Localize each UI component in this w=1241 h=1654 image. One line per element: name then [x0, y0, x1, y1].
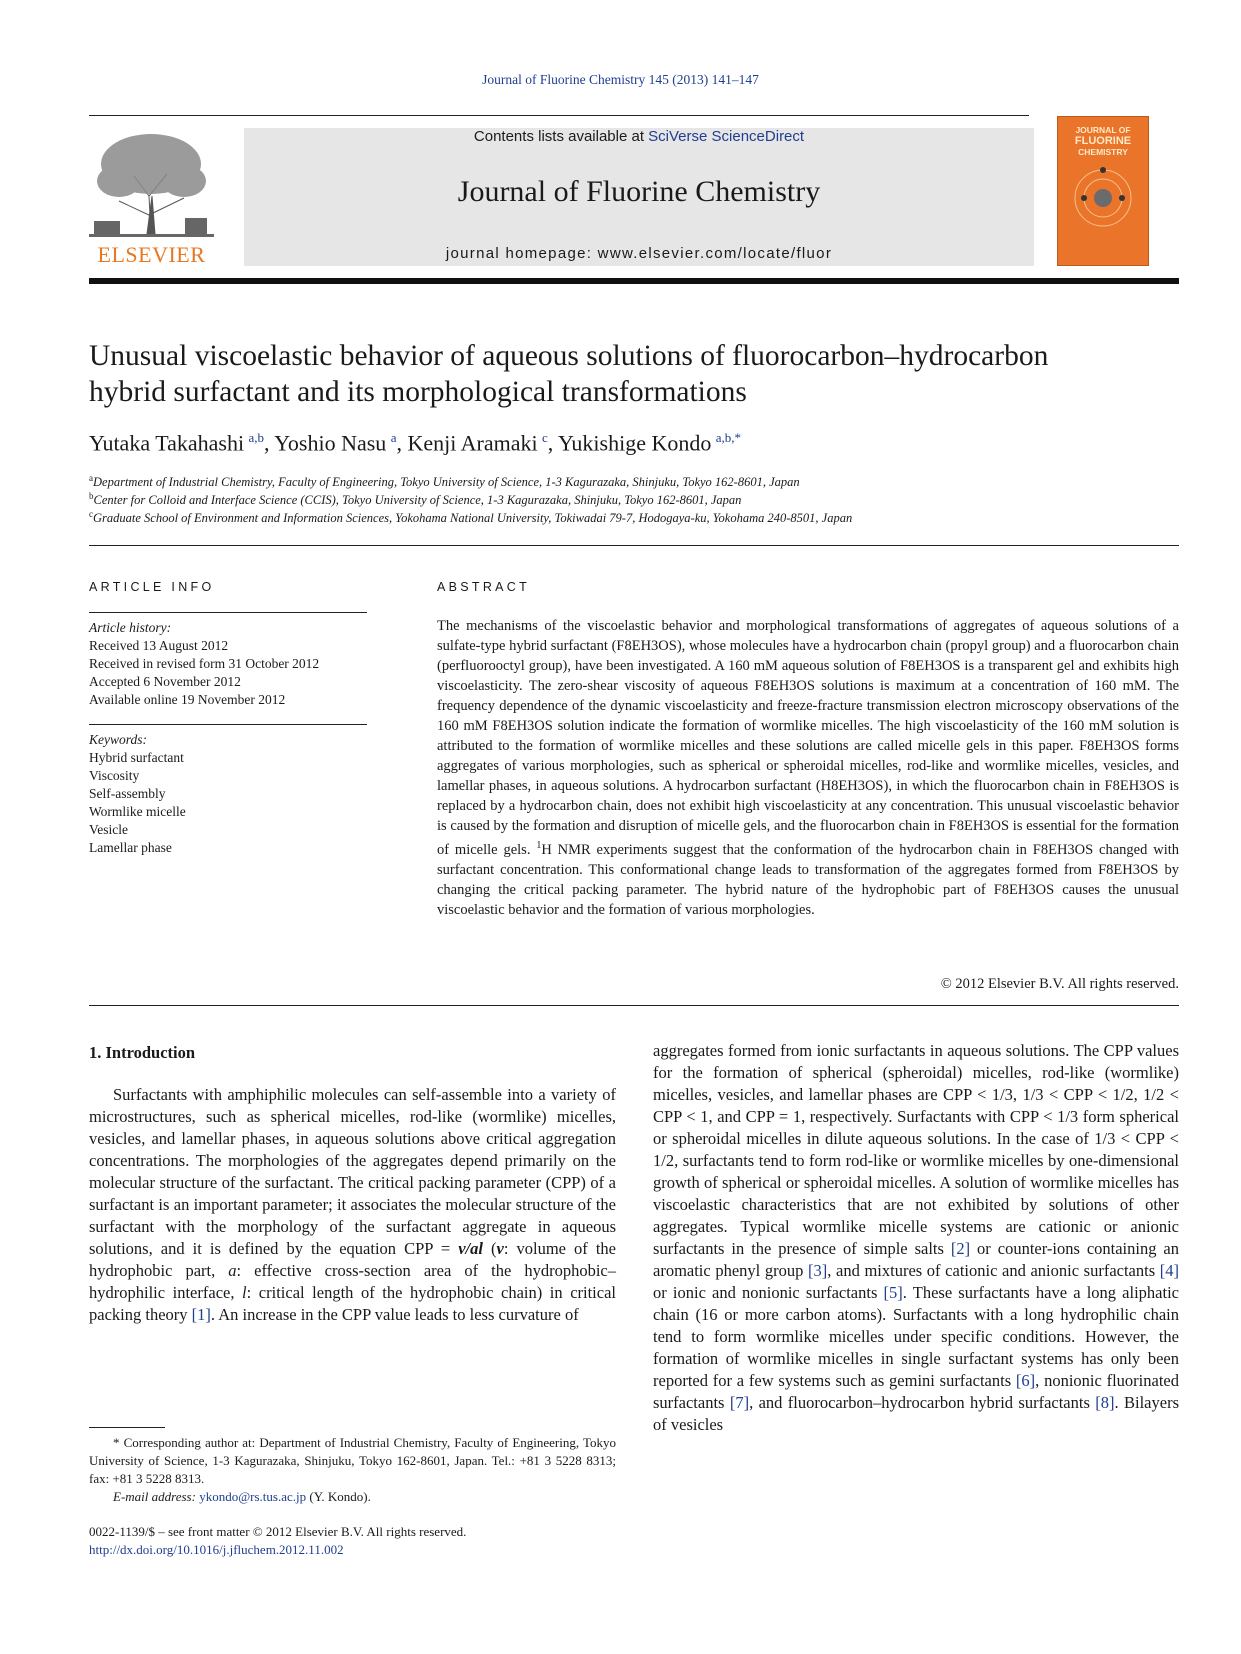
author-affiliation-mark[interactable]: a	[390, 430, 397, 445]
abstract-copyright: © 2012 Elsevier B.V. All rights reserved.	[940, 976, 1179, 992]
body-paragraph	[89, 1084, 616, 1326]
section-divider	[89, 545, 1179, 546]
history-item: Available online 19 November 2012	[89, 692, 286, 707]
affiliation-text: Graduate School of Environment and Information Sciences, Yokohama National University, Tokiwadai 79-7, Hodogaya-ku, Yokohama 240-8501, Japan	[93, 511, 853, 526]
introduction-heading: 1. Introduction	[89, 1043, 196, 1062]
affiliation-mark: b	[89, 491, 94, 501]
journal-reference[interactable]: Journal of Fluorine Chemistry 145 (2013) 141–147	[482, 72, 759, 87]
body-text: or counter-ions containing an aromatic phenyl group	[653, 1239, 1179, 1280]
elsevier-logo	[89, 126, 214, 268]
title-line: hybrid surfactant and its morphological transformations	[89, 376, 747, 408]
citation-link[interactable]: [2]	[950, 1239, 971, 1258]
abstract-body	[437, 616, 1179, 920]
math-symbol: v	[496, 1239, 504, 1258]
keyword: Lamellar phase	[89, 840, 172, 855]
cover-title-line: FLUORINE	[1074, 135, 1132, 147]
keyword: Wormlike micelle	[89, 804, 186, 819]
article-info-divider	[89, 612, 367, 613]
header-thick-divider	[89, 278, 1179, 284]
history-label: Article history:	[89, 620, 172, 635]
author-affiliation-mark[interactable]: a,b,*	[715, 430, 742, 445]
affiliation-text: Department of Industrial Chemistry, Faculty of Engineering, Tokyo University of Science, 1-3 Kagurazaka, Shinjuku, Tokyo 162-8601, Japan	[93, 475, 800, 490]
affiliation	[89, 473, 800, 490]
affiliation	[89, 491, 741, 508]
journal-title: Journal of Fluorine Chemistry	[457, 175, 821, 208]
body-text: : critical length of the hydrophobic chain) in critical packing theory	[89, 1283, 616, 1324]
journal-cover-image	[1057, 116, 1149, 266]
body-text: . Bilayers of vesicles	[653, 1393, 1179, 1434]
body-paragraph	[653, 1040, 1179, 1436]
contents-line	[244, 128, 1034, 145]
citation-link[interactable]: [3]	[808, 1261, 828, 1280]
citation-link[interactable]: [4]	[1159, 1261, 1179, 1280]
author-affiliation-mark[interactable]: c	[542, 430, 548, 445]
body-text: aggregates formed from ionic surfactants in aqueous solutions. The CPP values for the formation of spherical (spheroidal) micelles, rod-like (wormlike) micelles, vesicles, and lamellar phases are CPP < 1/3, 1/3 < CPP < 1/2, 1/2 < CPP < 1, and CPP = 1, respectively. Surfactants with CPP < 1/3 form spherical or spheroidal micelles in dilute aqueous solutions. In the case of 1/3 < CPP < 1/2, surfactants tend to form rod-like or wormlike micelles by one-dimensional growth of spherical or spheroidal micelles. A solution of wormlike micelles has viscoelastic characteristics that are not exhibited by solutions of other aggregates. Typical wormlike micelle systems are cationic or anionic surfactants in the presence of simple salts	[653, 1041, 1179, 1258]
abstract-heading: ABSTRACT	[437, 580, 531, 594]
author-list: Yutaka Takahashi $^{a,b}$, Yoshio Nasu $^a$, Kenji Aramaki $^c$, Yukishige Kondo $^{a,b,*}$	[89, 430, 742, 456]
keyword: Self-assembly	[89, 786, 166, 801]
journal-banner	[244, 128, 1034, 266]
header-divider	[89, 115, 1029, 116]
body-text: , and mixtures of cationic and anionic surfactants	[827, 1261, 1160, 1280]
nmr-superscript: 1	[536, 840, 542, 851]
keywords-label: Keywords:	[89, 732, 147, 747]
abstract-text: H NMR experiments suggest that the conformation of the hydrocarbon chain in F8EH3OS changed with surfactant concentration. This conformational change leads to transformation of the aggregates formed from F8EH3OS by changing the critical packing parameter. The hybrid nature of the hydrophobic part of F8EH3OS causes the unusual viscoelastic behavior and the formation of various morphologies.	[437, 841, 1180, 918]
author-name: Yukishige Kondo	[557, 430, 712, 456]
history-item: Received in revised form 31 October 2012	[89, 656, 320, 671]
keyword: Hybrid surfactant	[89, 750, 184, 765]
email-suffix: (Y. Kondo).	[306, 1489, 371, 1504]
keywords-list	[89, 731, 186, 857]
author-affiliation-mark[interactable]: a,b	[248, 430, 265, 445]
citation-link[interactable]: [5]	[883, 1283, 903, 1302]
email-label: E-mail address:	[113, 1489, 196, 1504]
citation-link[interactable]: [8]	[1095, 1393, 1115, 1412]
body-column-left	[89, 1084, 616, 1326]
math-symbol: a	[228, 1261, 237, 1280]
cover-title-line: CHEMISTRY	[1078, 147, 1128, 157]
citation-link[interactable]: [6]	[1015, 1371, 1036, 1390]
author-name: Yutaka Takahashi	[89, 430, 245, 456]
cpp-formula: v/al	[458, 1239, 483, 1258]
keywords-divider	[89, 724, 367, 725]
article-info-heading: ARTICLE INFO	[89, 580, 215, 594]
doi-link[interactable]: http://dx.doi.org/10.1016/j.jfluchem.2012.11.002	[89, 1542, 344, 1557]
body-text: , and fluorocarbon–hydrocarbon hybrid surfactants	[749, 1393, 1096, 1412]
title-line: Unusual viscoelastic behavior of aqueous solutions of fluorocarbon–hydrocarbon	[89, 340, 1049, 372]
body-text: Surfactants with amphiphilic molecules can self-assemble into a variety of microstructures, such as spherical micelles, rod-like (wormlike) micelles, vesicles, and lamellar phases, in aqueous solutions above critical aggregation concentrations. The morphologies of the aggregates depend primarily on the molecular structure of the surfactant. The critical packing parameter (CPP) of a surfactant is an important parameter; it associates the molecular structure of the surfactant with the morphology of the surfactant aggregate in aqueous solutions, and it is defined by the equation CPP =	[89, 1085, 616, 1258]
footnote-divider	[89, 1427, 165, 1428]
footnote-email-line	[89, 1488, 616, 1506]
footnote-text: * Corresponding author at: Department of Industrial Chemistry, Faculty of Engineering, Tokyo University of Science, 1-3 Kagurazaka, Shinjuku, Tokyo 162-8601, Japan. Tel.: +81 3 5228 8313; fax: +81 3 5228 8313.	[89, 1435, 616, 1486]
abstract-text: The mechanisms of the viscoelastic behavior and morphological transformations of aggregates of aqueous solutions of a sulfate-type hybrid surfactant (F8EH3OS), whose molecules have a hydrocarbon chain (propyl group) and a fluorocarbon chain (perfluorooctyl group), have been investigated. A 160 mM aqueous solution of F8EH3OS is a transparent gel and exhibits high viscoelasticity. The zero-shear viscosity of aqueous F8EH3OS solutions is maximum at a concentration of 160 mM. The frequency dependence of the dynamic viscoelasticity and freeze-fracture transmission electron microscopy observations of the 160 mM F8EH3OS solution indicate the formation of wormlike micelles. The high viscoelasticity of the 160 mM solution is attributed to the formation of wormlike micelles and these solutions are called micelle gels in this paper. F8EH3OS forms aggregates of various morphologies, such as spherical or spheroidal micelles, rod-like and wormlike micelles, vesicles, and lamellar phases, in aqueous solutions. A hydrocarbon surfactant (H8EH3OS), in which the fluorocarbon chain in F8EH3OS is replaced by a hydrocarbon chain, does not exhibit high viscoelasticity at any concentration. This unusual viscoelastic behavior is caused by the formation and disruption of micelle gels, and the fluorocarbon chain in F8EH3OS is essential for the formation of micelle gels.	[437, 618, 1179, 858]
affiliation-mark: c	[89, 509, 93, 519]
body-text: : volume of the hydrophobic part,	[89, 1239, 616, 1280]
citation-link[interactable]: [7]	[729, 1393, 750, 1412]
affiliation-text: Center for Colloid and Interface Science (CCIS), Tokyo University of Science, 1-3 Kagurazaka, Shinjuku, Tokyo 162-8601, Japan	[93, 493, 742, 508]
front-matter	[89, 1523, 466, 1559]
body-text: , nonionic fluorinated surfactants	[653, 1371, 1179, 1412]
body-text: or ionic and nonionic surfactants	[653, 1283, 884, 1302]
elsevier-tree-icon	[89, 126, 214, 238]
body-column-right	[653, 1040, 1179, 1436]
atom-icon	[1072, 167, 1134, 229]
cover-title	[1058, 125, 1148, 157]
elsevier-wordmark: ELSEVIER	[97, 242, 206, 267]
keyword: Viscosity	[89, 768, 140, 783]
body-text: : effective cross-section area of the hydrophobic–hydrophilic interface,	[89, 1261, 616, 1302]
author-name: Yoshio Nasu	[274, 430, 387, 456]
section-divider	[89, 1005, 1179, 1006]
affiliation-mark: a	[89, 473, 93, 483]
math-symbol: l	[242, 1283, 247, 1302]
corresponding-author-footnote	[89, 1434, 616, 1506]
citation-link[interactable]: [1]	[191, 1305, 211, 1324]
article-history	[89, 619, 319, 709]
history-item: Received 13 August 2012	[89, 638, 229, 653]
cover-title-line: JOURNAL OF	[1075, 125, 1131, 135]
body-text: . These surfactants have a long aliphatic chain (16 or more carbon atoms). Surfactants with a long hydrophilic chain tend to form wormlike micelles under specific conditions. However, the formation of wormlike micelles in single surfactant systems has only been reported for a few systems such as gemini surfactants	[653, 1283, 1179, 1390]
keyword: Vesicle	[89, 822, 128, 837]
contents-prefix: Contents lists available at	[473, 128, 649, 145]
affiliation	[89, 509, 852, 526]
author-name: Kenji Aramaki	[407, 430, 538, 456]
article-title	[89, 338, 1189, 410]
issn-line: 0022-1139/$ – see front matter © 2012 Elsevier B.V. All rights reserved.	[89, 1524, 467, 1539]
sciencedirect-link[interactable]: SciVerse ScienceDirect	[648, 128, 805, 145]
history-item: Accepted 6 November 2012	[89, 674, 241, 689]
journal-homepage[interactable]: journal homepage: www.elsevier.com/locate/fluor	[445, 245, 833, 262]
body-text: . An increase in the CPP value leads to less curvature of	[210, 1305, 579, 1324]
email-link[interactable]: ykondo@rs.tus.ac.jp	[199, 1489, 307, 1504]
body-text: (	[482, 1239, 497, 1258]
